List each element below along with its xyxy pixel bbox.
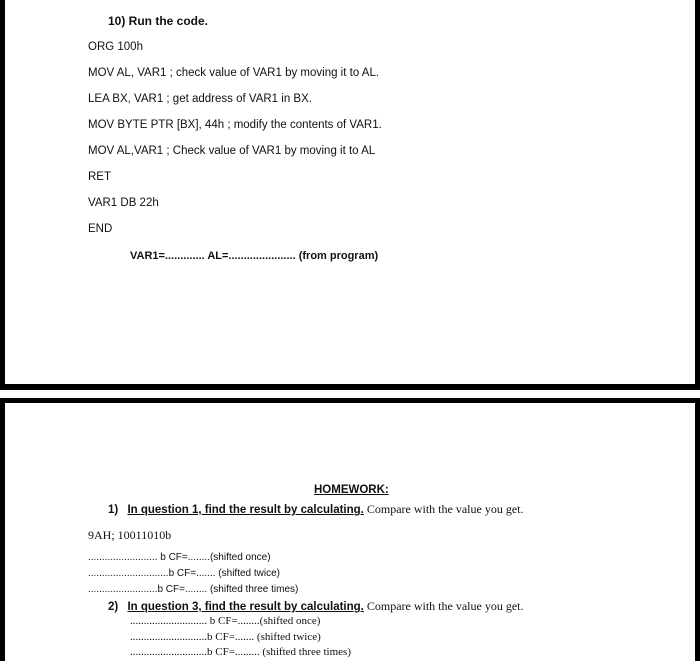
- shift-line: .........................b CF=........ (shifted three times): [88, 584, 299, 595]
- item-instruction: In question 1, find the result by calculating.: [127, 504, 364, 516]
- item-rest: Compare with the value you get.: [363, 502, 524, 516]
- code-line: ORG 100h: [88, 41, 143, 53]
- shift-line: .............................b CF=....... (shifted twice): [88, 568, 280, 579]
- question-heading: 10) Run the code.: [108, 14, 209, 28]
- code-line: MOV AL, VAR1 ; check value of VAR1 by moving it to AL.: [88, 67, 380, 79]
- page-gap: [0, 390, 700, 398]
- item-rest: Compare with the value you get.: [363, 599, 524, 613]
- shift-line: ............................ b CF=........(shifted once): [130, 615, 321, 627]
- homework-title: HOMEWORK:: [314, 484, 389, 496]
- answer-line: VAR1=............. AL=...................... (from program): [130, 250, 379, 262]
- item-number: 2): [108, 601, 119, 613]
- code-line: RET: [88, 171, 111, 183]
- homework-item-2: [108, 599, 524, 614]
- shift-line: ............................b CF=......... (shifted three times): [130, 646, 351, 658]
- homework-panel: [0, 398, 700, 661]
- item-number: 1): [108, 504, 119, 516]
- value-line: 9AH; 10011010b: [88, 528, 172, 542]
- code-line: MOV AL,VAR1 ; Check value of VAR1 by moving it to AL: [88, 145, 376, 157]
- shift-line: ............................b CF=....... (shifted twice): [130, 631, 321, 643]
- code-line: MOV BYTE PTR [BX], 44h ; modify the contents of VAR1.: [88, 119, 382, 131]
- code-line: END: [88, 223, 113, 235]
- shift-line: ......................... b CF=........(shifted once): [88, 552, 271, 563]
- code-line: LEA BX, VAR1 ; get address of VAR1 in BX.: [88, 93, 312, 105]
- homework-item-1: [108, 502, 524, 517]
- code-line: VAR1 DB 22h: [88, 197, 159, 209]
- item-instruction: In question 3, find the result by calculating.: [127, 601, 364, 613]
